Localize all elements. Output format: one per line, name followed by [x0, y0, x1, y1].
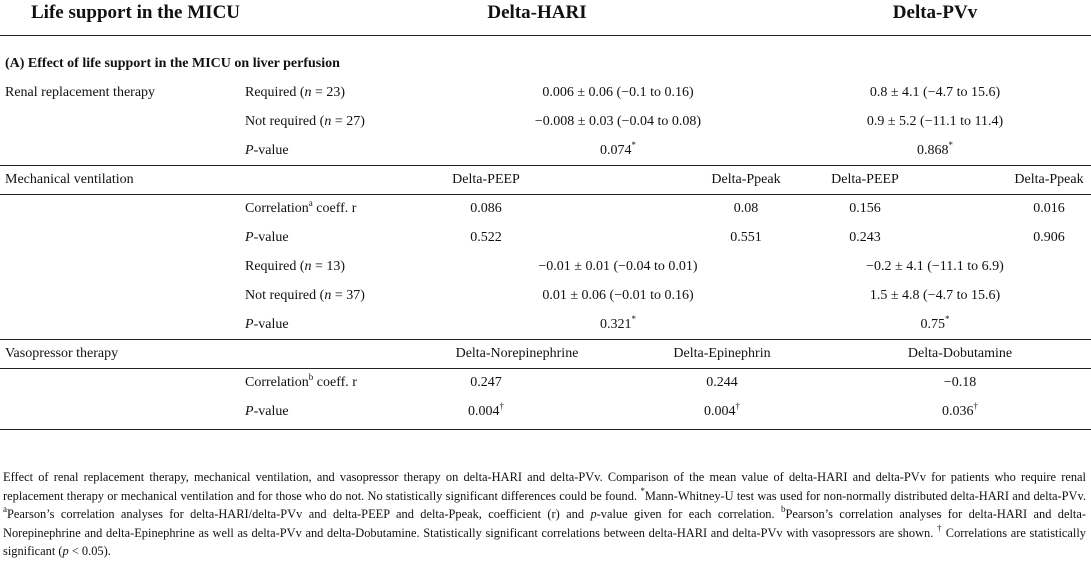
vp-epi-header: Delta-Epinephrin	[673, 346, 771, 361]
mv-hari-peep-r: 0.086	[470, 201, 502, 216]
rrt-label: Renal replacement therapy	[5, 85, 156, 100]
vp-dobu-p: 0.036†	[942, 401, 978, 419]
mv-pvv-peep-header: Delta-PEEP	[831, 172, 899, 187]
rrt-pvv-required: 0.8 ± 4.1 (−4.7 to 15.6)	[869, 85, 1001, 100]
vp-norepi-header: Delta-Norepinephrine	[455, 346, 579, 361]
mv-required-label: Required (n = 13)	[245, 259, 346, 274]
rrt-hari-required: 0.006 ± 0.06 (−0.1 to 0.16)	[542, 85, 694, 100]
mv-pvv-ppeak-header: Delta-Ppeak	[1014, 172, 1084, 187]
mv-hari-required: −0.01 ± 0.01 (−0.04 to 0.01)	[538, 259, 698, 274]
vp-norepi-r: 0.247	[470, 375, 502, 390]
header-delta-pvv: Delta-PVv	[892, 2, 978, 23]
mv-hari-ppeak-r: 0.08	[733, 201, 759, 216]
mv-pvalue-label: P-value	[245, 230, 289, 245]
mv-hari-peep-p: 0.522	[470, 230, 502, 245]
mv-corr-label: Correlation$^a$ coeff. r	[245, 198, 357, 216]
rrt-pvv-pvalue: 0.868*	[917, 140, 953, 158]
mv-hari-ppeak-header: Delta-Ppeak	[711, 172, 781, 187]
table-footnote: Effect of renal replacement therapy, mechanical ventilation, and vasopressor therapy on delta-HARI and delta-PVv. Comparison of the mean value of delta-HARI and delta-PVv for patients who require renal replacement therapy or mechanical ventilation and for those who do not. No statistically significant differences could be found. *Mann-Whitney-U test was used for non-normally distributed delta-HARI and delta-PVv. $^a$Pearson’s correlation analyses for delta-HARI/delta-PVv and delta-PEEP and delta-Ppeak, coefficient (r) and p-value given for each correlation. $^b$Pearson’s correlation analyses for delta-HARI and delta-Norepinephrine and delta-Epinephrine as well as delta-PVv and delta-Dobutamine. Statistically significant correlations between delta-HARI and delta-PVv with vasopressors are shown. † Correlations are statistically significant (p < 0.05).	[3, 470, 1086, 559]
mv-bottom-rule	[0, 339, 1091, 340]
mv-hari-ppeak-p: 0.551	[730, 230, 762, 245]
vp-norepi-p: 0.004†	[468, 401, 504, 419]
rrt-rule	[0, 165, 1091, 166]
vp-epi-r: 0.244	[706, 375, 738, 390]
rrt-hari-notreq: −0.008 ± 0.03 (−0.04 to 0.08)	[534, 114, 702, 129]
mv-rule	[0, 194, 1091, 195]
mv-pvv-ppeak-p: 0.906	[1033, 230, 1065, 245]
mv-hari-pvalue: 0.321*	[600, 314, 636, 332]
rrt-pvv-notreq: 0.9 ± 5.2 (−11.1 to 11.4)	[866, 114, 1004, 129]
header-life-support: Life support in the MICU	[31, 2, 241, 23]
vp-rule	[0, 368, 1091, 369]
mv-pvalue2-label: P-value	[245, 317, 289, 332]
header-rule	[0, 35, 1091, 36]
rrt-notreq-label: Not required (n = 27)	[245, 114, 365, 129]
mv-hari-peep-header: Delta-PEEP	[452, 172, 520, 187]
mv-pvv-ppeak-r: 0.016	[1033, 201, 1065, 216]
rrt-hari-pvalue: 0.074*	[600, 140, 636, 158]
section-a-title: (A) Effect of life support in the MICU on liver perfusion	[5, 56, 340, 71]
vp-dobu-r: −0.18	[943, 375, 977, 390]
rrt-required-label: Required (n = 23)	[245, 85, 346, 100]
mv-pvv-pvalue: 0.75*	[920, 314, 950, 332]
mv-label: Mechanical ventilation	[5, 172, 134, 187]
mv-pvv-peep-r: 0.156	[849, 201, 881, 216]
rrt-pvalue-label: P-value	[245, 143, 289, 158]
mv-pvv-notreq: 1.5 ± 4.8 (−4.7 to 15.6)	[869, 288, 1001, 303]
vp-label: Vasopressor therapy	[5, 346, 119, 361]
table-bottom-rule	[0, 429, 1091, 430]
vp-dobu-header: Delta-Dobutamine	[907, 346, 1013, 361]
vp-epi-p: 0.004†	[704, 401, 740, 419]
header-delta-hari: Delta-HARI	[487, 2, 587, 23]
mv-notreq-label: Not required (n = 37)	[245, 288, 365, 303]
mv-pvv-peep-p: 0.243	[849, 230, 881, 245]
mv-pvv-required: −0.2 ± 4.1 (−11.1 to 6.9)	[866, 259, 1004, 274]
vp-corr-label: Correlation$^b$ coeff. r	[245, 372, 357, 390]
mv-hari-notreq: 0.01 ± 0.06 (−0.01 to 0.16)	[542, 288, 694, 303]
vp-pvalue-label: P-value	[245, 404, 289, 419]
